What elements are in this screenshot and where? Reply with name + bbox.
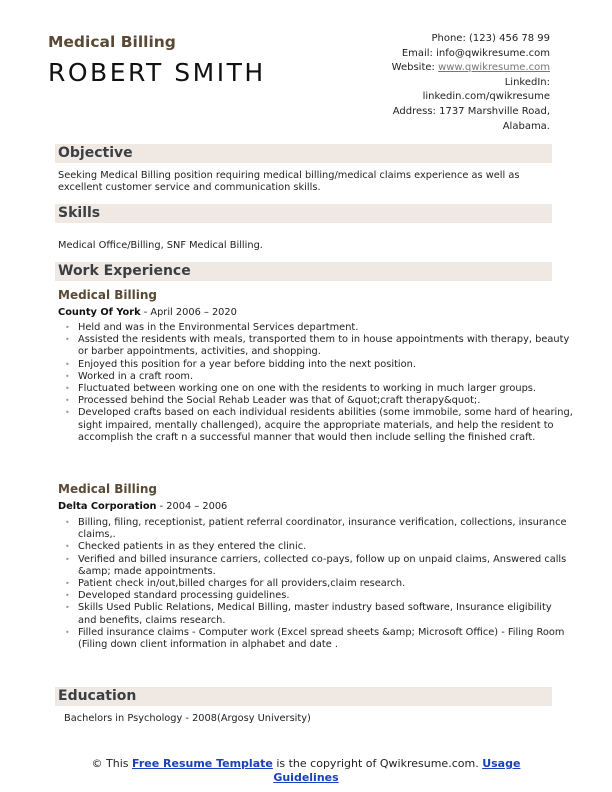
education-text: Bachelors in Psychology - 2008(Argosy University) <box>64 713 311 724</box>
contact-address <box>340 105 550 120</box>
list-item: • Developed crafts based on each individual residents abilities (some immobile, some hard of hearing, sight impaired, mentally challenged), acquire the appropriate materials, and help the resident to accomplish the craft n a successful manner that would then include selling the finished craft. <box>78 407 573 444</box>
address-line1: 1737 Marshville Road, <box>439 105 550 117</box>
phone-label: Phone: <box>431 33 466 44</box>
job-2-title: Medical Billing <box>58 482 158 496</box>
section-skills-header <box>55 204 552 223</box>
list-item: • Assisted the residents with meals, transported them to in house appointments with therapy, beauty or barber appointments, activities, and shopping. <box>78 334 573 358</box>
candidate-name: ROBERT SMITH <box>48 58 266 87</box>
job-2-bullets <box>58 517 573 651</box>
objective-text: Seeking Medical Billing position requiring medical billing/medical claims experience as well as excellent customer service and communication skills. <box>58 170 520 194</box>
job-2-dates: - 2004 – 2006 <box>156 501 228 512</box>
phone-value: (123) 456 78 99 <box>469 33 550 44</box>
copyright-footer <box>80 757 532 785</box>
footer-prefix: © This <box>91 757 133 770</box>
job-2-meta <box>58 501 227 512</box>
section-heading: Work Experience <box>58 263 191 279</box>
contact-website <box>340 61 550 76</box>
skills-text: Medical Office/Billing, SNF Medical Billing. <box>58 240 263 251</box>
section-heading: Skills <box>58 205 101 221</box>
website-label: Website: <box>391 62 435 74</box>
list-item: • Filled insurance claims - Computer work (Excel spread sheets &amp; Microsoft Office) - Filing Room (Filing down client information in alphabet and date . <box>78 627 573 651</box>
list-item: • Fluctuated between working one on one with the residents to working in much larger groups. <box>78 383 573 395</box>
list-item: • Billing, filing, receptionist, patient referral coordinator, insurance verification, collections, insurance claims,. <box>78 517 573 541</box>
free-resume-template-link[interactable]: Free Resume Template <box>132 757 273 770</box>
section-objective-header <box>55 144 552 163</box>
list-item: • Verified and billed insurance carriers, collected co-pays, follow up on unpaid claims, Answered calls &amp; made appointments. <box>78 554 573 578</box>
contact-block <box>340 32 550 134</box>
section-heading: Education <box>58 688 137 704</box>
list-item: • Processed behind the Social Rehab Leader was that of &quot;craft therapy&quot;. <box>78 395 573 407</box>
list-item: • Enjoyed this position for a year before bidding into the next position. <box>78 359 573 371</box>
job-2-company: Delta Corporation <box>58 501 157 512</box>
job-1-bullets <box>58 322 573 444</box>
job-1-company: County Of York <box>58 307 141 318</box>
list-item: • Held and was in the Environmental Services department. <box>78 322 573 334</box>
job-1-dates: - April 2006 – 2020 <box>140 307 237 318</box>
email-label: Email: <box>401 47 433 59</box>
job-1-meta <box>58 307 237 318</box>
section-heading: Objective <box>58 145 133 161</box>
list-item: • Developed standard processing guidelines. <box>78 590 573 602</box>
usage-guidelines-link[interactable]: Usage Guidelines <box>273 757 521 784</box>
contact-linkedin-label: LinkedIn: <box>504 76 550 88</box>
footer-middle: is the copyright of Qwikresume.com. <box>272 757 483 770</box>
list-item: • Checked patients in as they entered the clinic. <box>78 541 573 553</box>
address-label: Address: <box>392 105 436 117</box>
section-work-header <box>55 262 552 281</box>
email-value: info@qwikresume.com <box>436 47 550 59</box>
job-1-title: Medical Billing <box>58 288 158 302</box>
list-item: • Worked in a craft room. <box>78 371 573 383</box>
contact-phone <box>340 32 550 47</box>
website-link[interactable]: www.qwikresume.com <box>438 62 550 74</box>
contact-address-line2: Alabama. <box>502 120 550 132</box>
contact-linkedin: linkedin.com/qwikresume <box>422 91 550 103</box>
contact-email <box>340 47 550 62</box>
section-education-header <box>55 687 552 706</box>
job-title-header: Medical Billing <box>48 33 176 51</box>
list-item: • Skills Used Public Relations, Medical Billing, master industry based software, Insurance eligibility and benefits, claims research. <box>78 602 573 626</box>
list-item: • Patient check in/out,billed charges for all providers,claim research. <box>78 578 573 590</box>
